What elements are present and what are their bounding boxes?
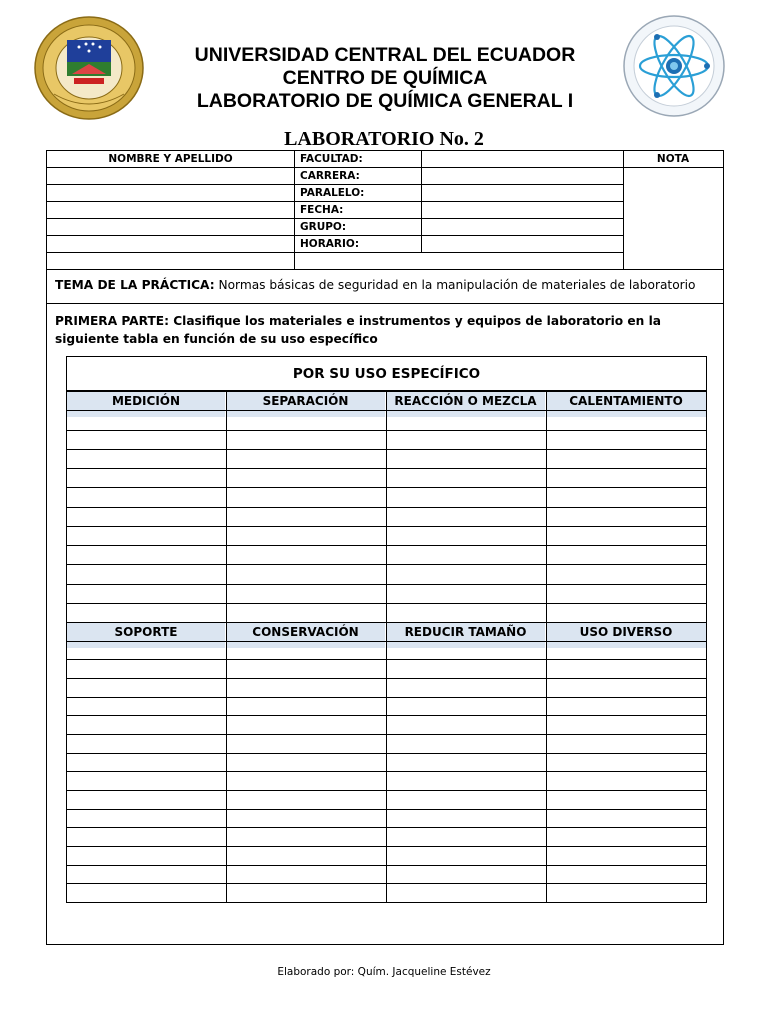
table-cell-divider xyxy=(546,754,547,773)
table-cell-divider xyxy=(386,716,387,735)
table-cell-divider xyxy=(546,508,547,527)
col-heating: CALENTAMIENTO xyxy=(546,391,706,417)
table-cell-divider xyxy=(386,565,387,584)
header-laboratory: LABORATORIO DE QUÍMICA GENERAL I xyxy=(196,90,574,112)
table-cell-divider xyxy=(386,450,387,469)
table-cell-divider xyxy=(226,660,227,679)
table-cell-divider xyxy=(386,431,387,450)
table-cell-divider xyxy=(226,488,227,507)
table-cell-divider xyxy=(386,604,387,623)
table-cell-divider xyxy=(546,623,547,642)
table-row xyxy=(67,391,706,411)
col-reaction: REACCIÓN O MEZCLA xyxy=(386,391,545,417)
table-cell-divider xyxy=(546,660,547,679)
table-cell-divider xyxy=(226,450,227,469)
table-row xyxy=(67,564,706,584)
footer-author: Elaborado por: Quím. Jacqueline Estévez xyxy=(277,966,491,978)
table-cell-divider xyxy=(386,488,387,507)
grade-column-header: NOTA xyxy=(656,153,690,165)
table-row xyxy=(67,641,706,661)
table-cell-divider xyxy=(546,585,547,604)
table-cell-divider xyxy=(386,884,387,903)
table-cell-divider xyxy=(546,431,547,450)
table-cell-divider xyxy=(546,828,547,847)
table-cell-divider xyxy=(546,488,547,507)
table-cell-divider xyxy=(386,546,387,565)
table-row xyxy=(67,659,706,679)
table-cell-divider xyxy=(386,791,387,810)
table-row xyxy=(67,883,706,903)
table-cell-divider xyxy=(386,660,387,679)
table-cell-divider xyxy=(386,469,387,488)
table-cell-divider xyxy=(386,828,387,847)
table-row xyxy=(67,790,706,810)
table-cell-divider xyxy=(546,847,547,866)
table-cell-divider xyxy=(226,585,227,604)
table-row xyxy=(67,809,706,829)
col-measurement: MEDICIÓN xyxy=(67,391,225,417)
header-university: UNIVERSIDAD CENTRAL DEL ECUADOR xyxy=(194,44,576,66)
field-label-date: FECHA: xyxy=(300,204,344,216)
col-conservation: CONSERVACIÓN xyxy=(226,622,385,648)
table-row xyxy=(67,507,706,527)
table-cell-divider xyxy=(546,884,547,903)
table-row xyxy=(67,526,706,546)
table-cell-divider xyxy=(546,527,547,546)
table-row xyxy=(67,697,706,717)
table-cell-divider xyxy=(546,392,547,411)
field-label-career: CARRERA: xyxy=(300,170,360,182)
col-reduce-size: REDUCIR TAMAÑO xyxy=(386,622,545,648)
table-cell-divider xyxy=(546,735,547,754)
table-cell-divider xyxy=(226,884,227,903)
table-cell-divider xyxy=(226,604,227,623)
table-cell-divider xyxy=(226,527,227,546)
table-row xyxy=(67,430,706,450)
table-cell-divider xyxy=(386,527,387,546)
table-cell-divider xyxy=(386,735,387,754)
table-cell-divider xyxy=(386,411,387,430)
table-row xyxy=(67,449,706,469)
table-cell-divider xyxy=(546,679,547,698)
table-row xyxy=(67,827,706,847)
table-row xyxy=(67,771,706,791)
header-center: CENTRO DE QUÍMICA xyxy=(282,67,488,89)
field-label-section: PARALELO: xyxy=(300,187,365,199)
table-row xyxy=(67,678,706,698)
practice-topic-text: Normas básicas de seguridad en la manipulación de materiales de laboratorio xyxy=(214,278,696,292)
table-cell-divider xyxy=(226,679,227,698)
table-cell-divider xyxy=(386,623,387,642)
table-cell-divider xyxy=(386,698,387,717)
table-row xyxy=(67,865,706,885)
table-cell-divider xyxy=(226,772,227,791)
table-cell-divider xyxy=(226,431,227,450)
atom-logo-icon xyxy=(617,14,731,118)
table-cell-divider xyxy=(546,411,547,430)
table-cell-divider xyxy=(386,847,387,866)
name-column-header: NOMBRE Y APELLIDO xyxy=(108,153,233,165)
table-row xyxy=(67,846,706,866)
table-cell-divider xyxy=(386,585,387,604)
classification-table xyxy=(66,356,707,903)
table-cell-divider xyxy=(546,469,547,488)
table-cell-divider xyxy=(546,810,547,829)
table-cell-divider xyxy=(226,546,227,565)
col-support: SOPORTE xyxy=(67,622,225,648)
lab-title: LABORATORIO No. 2 xyxy=(284,128,484,150)
table-cell-divider xyxy=(226,642,227,661)
table-row xyxy=(67,753,706,773)
table-cell-divider xyxy=(546,866,547,885)
table-row xyxy=(67,468,706,488)
table-row xyxy=(67,545,706,565)
table-cell-divider xyxy=(546,565,547,584)
university-seal-logo xyxy=(34,16,144,120)
table-row xyxy=(67,603,706,623)
table-cell-divider xyxy=(386,772,387,791)
first-part-instructions: PRIMERA PARTE: Clasifique los materiales e instrumentos y equipos de laboratorio en la siguiente tabla en función de su uso específico xyxy=(55,314,661,346)
table-cell-divider xyxy=(226,508,227,527)
table-cell-divider xyxy=(386,642,387,661)
table-cell-divider xyxy=(226,847,227,866)
table-cell-divider xyxy=(226,392,227,411)
table-cell-divider xyxy=(546,698,547,717)
col-separation: SEPARACIÓN xyxy=(226,391,385,417)
field-label-schedule: HORARIO: xyxy=(300,238,360,250)
classification-table-title: POR SU USO ESPECÍFICO xyxy=(292,366,481,382)
table-cell-divider xyxy=(546,716,547,735)
table-cell-divider xyxy=(546,604,547,623)
table-cell-divider xyxy=(386,810,387,829)
table-cell-divider xyxy=(386,392,387,411)
table-cell-divider xyxy=(226,828,227,847)
table-row xyxy=(67,487,706,507)
practice-topic xyxy=(55,278,696,292)
table-cell-divider xyxy=(226,754,227,773)
table-cell-divider xyxy=(226,791,227,810)
table-cell-divider xyxy=(386,866,387,885)
table-cell-divider xyxy=(546,642,547,661)
field-label-faculty: FACULTAD: xyxy=(300,153,363,165)
table-cell-divider xyxy=(226,565,227,584)
chemistry-center-logo xyxy=(617,14,731,118)
table-cell-divider xyxy=(386,754,387,773)
field-label-group: GRUPO: xyxy=(300,221,347,233)
table-cell-divider xyxy=(546,546,547,565)
table-row xyxy=(67,734,706,754)
table-cell-divider xyxy=(546,791,547,810)
table-cell-divider xyxy=(226,716,227,735)
table-cell-divider xyxy=(226,810,227,829)
practice-topic-label: TEMA DE LA PRÁCTICA: xyxy=(55,278,215,292)
table-cell-divider xyxy=(546,450,547,469)
university-seal-icon xyxy=(34,16,144,120)
table-cell-divider xyxy=(546,772,547,791)
table-cell-divider xyxy=(226,469,227,488)
table-row xyxy=(67,715,706,735)
table-cell-divider xyxy=(226,866,227,885)
table-row xyxy=(67,410,706,430)
lab-form xyxy=(46,150,724,945)
table-cell-divider xyxy=(386,679,387,698)
table-cell-divider xyxy=(226,698,227,717)
table-cell-divider xyxy=(386,508,387,527)
table-cell-divider xyxy=(226,411,227,430)
table-row xyxy=(67,584,706,604)
table-cell-divider xyxy=(226,735,227,754)
col-misc-use: USO DIVERSO xyxy=(546,622,706,648)
table-cell-divider xyxy=(226,623,227,642)
table-row xyxy=(67,622,706,642)
